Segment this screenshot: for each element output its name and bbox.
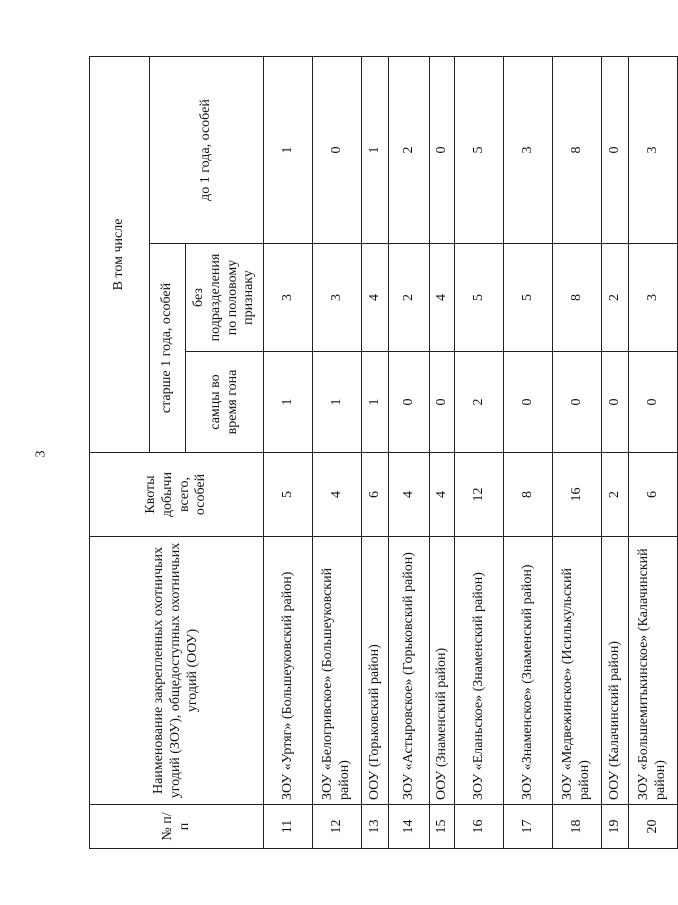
row-males: 0 <box>553 352 602 453</box>
table-row <box>313 57 362 849</box>
row-quota: 6 <box>629 453 678 537</box>
header-older: старше 1 года, особей <box>150 244 186 453</box>
table-body <box>264 57 678 849</box>
row-number: 14 <box>389 805 430 849</box>
row-quota: 4 <box>313 453 362 537</box>
header-including: В том числе <box>90 57 150 453</box>
row-no-division: 5 <box>455 244 504 352</box>
row-no-division: 3 <box>264 244 313 352</box>
row-no-division: 5 <box>504 244 553 352</box>
table-row <box>264 57 313 849</box>
row-number: 16 <box>455 805 504 849</box>
row-name: ЗОУ «Белогривское» (Большеуковский район) <box>313 537 362 805</box>
table-row <box>430 57 455 849</box>
row-quota: 16 <box>553 453 602 537</box>
row-young: 0 <box>602 57 629 244</box>
table-row <box>629 57 678 849</box>
row-name: ООУ (Горьковский район) <box>362 537 389 805</box>
row-name: ООУ (Калачинский район) <box>602 537 629 805</box>
row-quota: 2 <box>602 453 629 537</box>
row-quota: 4 <box>430 453 455 537</box>
row-number: 15 <box>430 805 455 849</box>
row-males: 1 <box>264 352 313 453</box>
hunting-quota-table <box>89 56 678 849</box>
row-young: 3 <box>629 57 678 244</box>
row-no-division: 3 <box>629 244 678 352</box>
table-row <box>504 57 553 849</box>
row-males: 1 <box>362 352 389 453</box>
row-males: 0 <box>430 352 455 453</box>
row-name: ЗОУ «Медвежинское» (Исилькульский район) <box>553 537 602 805</box>
row-number: 20 <box>629 805 678 849</box>
header-num: № п/п <box>90 805 264 849</box>
row-quota: 6 <box>362 453 389 537</box>
row-quota: 8 <box>504 453 553 537</box>
header-name: Наименование закрепленных охотничьих угодий (ЗОУ), общедоступных охотничьих угодий (ООУ) <box>90 537 264 805</box>
row-no-division: 2 <box>602 244 629 352</box>
page-number: 3 <box>33 450 49 458</box>
row-quota: 12 <box>455 453 504 537</box>
row-number: 12 <box>313 805 362 849</box>
table-row <box>553 57 602 849</box>
row-name: ЗОУ «Большемитькинское» (Калачинский район) <box>629 537 678 805</box>
row-name: ООУ (Знаменский район) <box>430 537 455 805</box>
row-no-division: 4 <box>362 244 389 352</box>
row-males: 0 <box>602 352 629 453</box>
row-males: 2 <box>455 352 504 453</box>
row-number: 17 <box>504 805 553 849</box>
row-young: 1 <box>362 57 389 244</box>
row-no-division: 8 <box>553 244 602 352</box>
row-young: 3 <box>504 57 553 244</box>
table-row <box>389 57 430 849</box>
row-males: 1 <box>313 352 362 453</box>
row-young: 5 <box>455 57 504 244</box>
table-row <box>455 57 504 849</box>
row-young: 0 <box>430 57 455 244</box>
table-row <box>602 57 629 849</box>
row-males: 0 <box>389 352 430 453</box>
row-quota: 4 <box>389 453 430 537</box>
row-number: 18 <box>553 805 602 849</box>
row-number: 11 <box>264 805 313 849</box>
header-males: самцы во время гона <box>186 352 264 453</box>
header-quota: Квоты добычи всего, особей <box>90 453 264 537</box>
header-no-division: без подразделения по половому признаку <box>186 244 264 352</box>
row-name: ЗОУ «Еланьское» (Знаменский район) <box>455 537 504 805</box>
row-quota: 5 <box>264 453 313 537</box>
row-no-division: 2 <box>389 244 430 352</box>
table-row <box>362 57 389 849</box>
row-number: 19 <box>602 805 629 849</box>
rotated-table-wrapper <box>89 57 668 849</box>
row-name: ЗОУ «Астыровское» (Горьковский район) <box>389 537 430 805</box>
row-males: 0 <box>629 352 678 453</box>
row-no-division: 3 <box>313 244 362 352</box>
row-young: 8 <box>553 57 602 244</box>
row-males: 0 <box>504 352 553 453</box>
row-name: ЗОУ «Знаменское» (Знаменский район) <box>504 537 553 805</box>
row-number: 13 <box>362 805 389 849</box>
row-young: 0 <box>313 57 362 244</box>
row-name: ЗОУ «Уртяг» (Большеуковский район) <box>264 537 313 805</box>
row-young: 1 <box>264 57 313 244</box>
header-young: до 1 года, особей <box>150 57 264 244</box>
row-young: 2 <box>389 57 430 244</box>
row-no-division: 4 <box>430 244 455 352</box>
